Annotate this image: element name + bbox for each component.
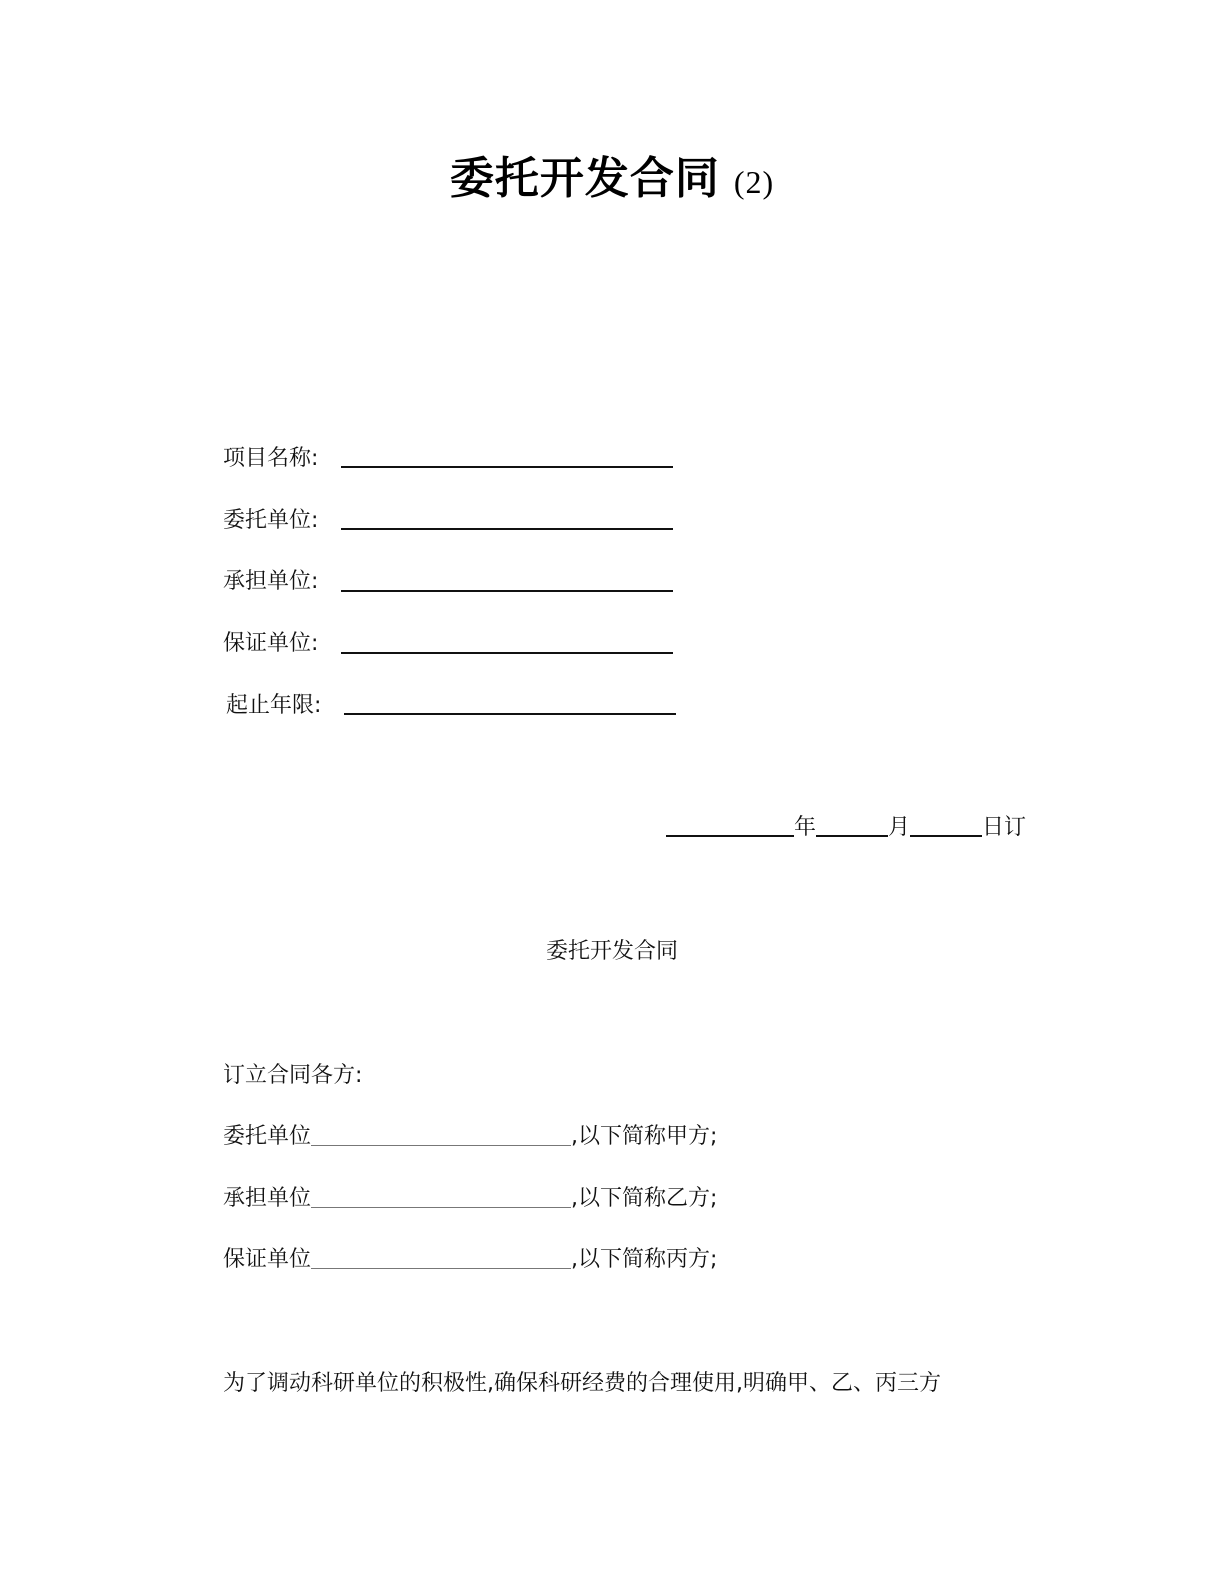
body-paragraph: 为了调动科研单位的积极性,确保科研经费的合理使用,明确甲、乙、丙三方 (223, 1371, 941, 1396)
party-suffix: ,以下简称丙方; (571, 1247, 718, 1272)
party-suffix: ,以下简称甲方; (571, 1124, 718, 1149)
field-label-client: 委托单位: (223, 508, 319, 533)
party-row-c (223, 1242, 717, 1273)
party-row-b (223, 1181, 717, 1212)
field-label-project-name: 项目名称: (223, 446, 319, 471)
contract-subtitle: 委托开发合同 (545, 939, 678, 964)
field-blank-guarantor[interactable] (341, 652, 673, 654)
party-suffix: ,以下简称乙方; (571, 1186, 718, 1211)
party-label: 承担单位 (223, 1186, 312, 1211)
document-title (0, 142, 1224, 206)
field-blank-term[interactable] (344, 713, 676, 715)
field-blank-contractor[interactable] (341, 590, 673, 592)
field-blank-client[interactable] (341, 528, 673, 530)
signing-date-line (666, 810, 1026, 840)
day-label: 日订 (982, 815, 1027, 840)
field-blank-project-name[interactable] (341, 466, 673, 468)
year-label: 年 (794, 815, 817, 840)
party-row-a (223, 1119, 717, 1150)
parties-heading: 订立合同各方: (223, 1063, 363, 1088)
field-label-contractor: 承担单位: (223, 569, 319, 594)
party-blank[interactable] (311, 1123, 571, 1146)
title-text: 委托开发合同 (449, 153, 720, 204)
party-label: 保证单位 (223, 1247, 312, 1272)
field-label-guarantor: 保证单位: (223, 631, 319, 656)
year-blank[interactable] (666, 811, 794, 837)
party-blank[interactable] (311, 1185, 571, 1208)
party-label: 委托单位 (223, 1124, 312, 1149)
title-suffix: (2) (733, 164, 775, 200)
month-label: 月 (888, 815, 911, 840)
party-blank[interactable] (311, 1246, 571, 1269)
field-label-term: 起止年限: (226, 693, 322, 718)
month-blank[interactable] (816, 811, 888, 837)
day-blank[interactable] (910, 811, 982, 837)
